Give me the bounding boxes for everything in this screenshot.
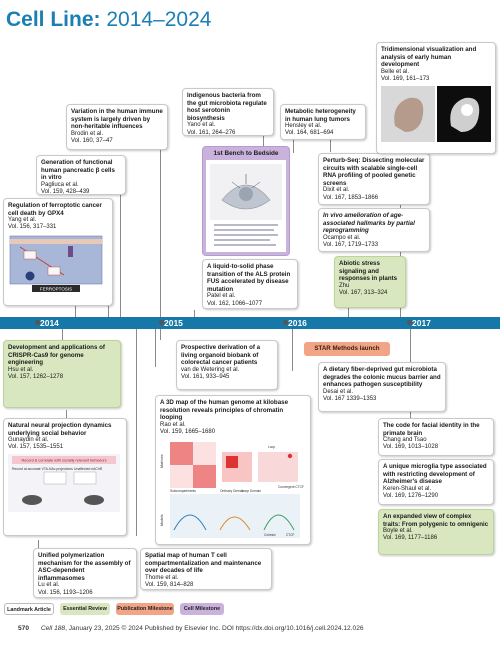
review-card-crispr[interactable] — [3, 340, 121, 408]
article-ref: Vol. 157, 1262–1278 — [8, 374, 64, 380]
year-2016: 2016 — [288, 318, 307, 328]
connector — [194, 310, 195, 317]
figure-label: Unaffected nAChR — [74, 466, 103, 471]
article-ref: Vol. 169, 1276–1290 — [383, 493, 439, 499]
article-card-perturb-seq[interactable] — [318, 153, 430, 205]
article-ref: Vol. 169, 1013–1028 — [383, 444, 439, 451]
article-authors: Zhu — [339, 282, 350, 289]
connector — [160, 329, 161, 340]
article-ref: Vol. 167, 313–324 — [339, 290, 388, 296]
figure-label: Loop — [268, 445, 276, 450]
article-ref: Vol. 167, 1853–1866 — [323, 194, 379, 201]
article-authors: Hsu et al. — [8, 366, 34, 373]
article-card-beta-cells[interactable] — [36, 155, 126, 195]
article-card-lung-tumors[interactable] — [280, 104, 366, 140]
article-card-human-development[interactable] — [376, 42, 496, 154]
figure-label: Cohesin — [264, 533, 276, 538]
article-title: Spatial map of human T cell compartmentalization and maintenance over decades of life — [145, 552, 262, 575]
page-number: 570 — [18, 625, 30, 632]
star-methods-milestone[interactable]: STAR Methods launch — [304, 342, 390, 356]
figure-label: Subcompartments — [170, 489, 196, 494]
title-bold: Cell Line: — [6, 8, 101, 31]
timeline-dot — [283, 320, 288, 325]
article-card-fus-phase[interactable] — [202, 259, 298, 309]
embryo-images — [381, 86, 491, 142]
ferroptosis-figure — [8, 234, 108, 294]
article-card-gpx4[interactable] — [3, 198, 113, 306]
article-title: A liquid-to-solid phase transition of the ALS protein FUS accelerated by disease mutation — [207, 263, 291, 293]
article-ref: Vol. 162, 1066–1077 — [207, 300, 263, 307]
article-title: The code for facial identity in the primate brain — [383, 422, 480, 437]
timeline-dot — [159, 320, 164, 325]
legend-essential-review: Essential Review — [60, 603, 110, 615]
article-authors: van de Wetering et al. — [181, 366, 240, 373]
article-ref: Vol. 160, 37–47 — [71, 138, 113, 144]
article-title: Natural neural projection dynamics underlying social behavior — [8, 422, 112, 437]
review-card-omnigenic[interactable] — [378, 509, 494, 555]
article-ref: Vol. 157, 1535–1551 — [8, 444, 64, 451]
connector — [136, 329, 137, 536]
figure-label: Loop Domain — [242, 489, 261, 494]
year-2017: 2017 — [412, 318, 431, 328]
genome-figure — [160, 438, 306, 542]
milestone-heading: 1st Bench to Bedside — [213, 150, 279, 157]
article-title: Variation in the human immune system is largely driven by non-heritable influences — [71, 108, 163, 131]
figure-label: Ordinary Domain — [220, 489, 245, 494]
title-years: 2014–2024 — [106, 8, 212, 31]
legend-landmark-article: Landmark Article — [4, 603, 54, 615]
article-ref: Vol. 156, 1193–1206 — [38, 589, 93, 596]
figure-label: Matrices — [160, 454, 164, 469]
article-title: Metabolic heterogeneity in human lung tumors — [285, 108, 356, 123]
article-card-immune-variation[interactable] — [66, 104, 168, 150]
figure-label: Models — [160, 514, 164, 527]
article-authors: Desai et al. — [323, 388, 354, 395]
ferroptosis-label: FERROPTOSIS — [39, 286, 73, 292]
article-ref: Vol. 156, 317–331 — [8, 224, 57, 231]
year-2014: 2014 — [40, 318, 59, 328]
figure-label: CTCF — [286, 533, 295, 538]
article-authors: Pagliuca et al. — [41, 181, 79, 188]
article-title: An expanded view of complex traits: From polygenic to omnigenic — [383, 513, 489, 528]
article-card-microglia[interactable] — [378, 459, 494, 505]
journal-name: Cell — [40, 625, 53, 632]
article-ref: Vol. 167 1339–1353 — [323, 396, 377, 402]
article-title: Abiotic stress signaling and responses in plants — [339, 260, 398, 283]
connector — [155, 329, 156, 367]
connector — [62, 329, 63, 340]
article-ref: Vol. 159, 428–439 — [41, 189, 90, 195]
timeline-dot — [407, 320, 412, 325]
article-ref: Vol. 159, 814–828 — [145, 582, 194, 588]
article-authors: Thome et al. — [145, 574, 179, 581]
article-title: Indigenous bacteria from the gut microbiota regulate host serotonin biosynthesis — [187, 92, 267, 122]
page-title — [6, 8, 211, 32]
article-ref: Vol. 167, 1719–1733 — [323, 242, 379, 248]
article-authors: Lu et al. — [38, 582, 60, 589]
article-authors: Patel et al. — [207, 293, 236, 300]
article-card-neural-projection[interactable] — [3, 418, 127, 536]
article-card-facial-identity[interactable] — [378, 418, 494, 456]
article-authors: Chang and Tsao — [383, 437, 427, 444]
article-authors: Gunaydin et al. — [8, 437, 49, 444]
article-card-3d-genome[interactable] — [155, 395, 311, 545]
bench-to-bedside-milestone[interactable] — [202, 146, 290, 256]
article-authors: Yano et al. — [187, 122, 216, 129]
article-authors: Boyle et al. — [383, 528, 413, 535]
article-card-gut-serotonin[interactable] — [182, 88, 274, 136]
article-title: Tridimensional visualization and analysis of early human development — [381, 46, 477, 69]
article-card-organoid-biobank[interactable] — [176, 340, 278, 390]
article-ref: Vol. 159, 1665–1680 — [160, 429, 216, 435]
connector — [38, 540, 39, 548]
article-title: A dietary fiber-deprived gut microbiota degrades the colonic mucus barrier and enhances pathogen susceptibility — [323, 366, 441, 389]
article-title: Development and applications of CRISPR-Cas9 for genome engineering — [8, 344, 105, 367]
figure-label: Record at accurate VTA-NAc projections — [12, 466, 73, 471]
article-title: A unique microglia type associated with restricting development of Alzheimer's disease — [383, 463, 487, 486]
article-title: Generation of functional human pancreatic β cells in vitro — [41, 159, 115, 182]
article-ref: Vol. 169, 1177–1186 — [383, 535, 438, 542]
article-card-fiber-microbiota[interactable] — [318, 362, 446, 412]
article-card-inflammasomes[interactable] — [33, 548, 137, 598]
article-ref: Vol. 164, 681–694 — [285, 130, 334, 137]
article-authors: Belle et al. — [381, 68, 410, 75]
article-card-t-cell-map[interactable] — [140, 548, 272, 590]
figure-label: Record & correlate with socially relevant behaviors — [21, 458, 107, 463]
article-ref: Vol. 161, 264–276 — [187, 129, 236, 136]
legend-publication-milestone: Publication Milestone — [116, 603, 174, 615]
connector — [292, 329, 293, 371]
article-card-reprogramming[interactable] — [318, 208, 430, 252]
legend-cell-milestone: Cell Milestone — [180, 603, 224, 615]
article-authors: Dixit et al. — [323, 187, 350, 194]
connector — [160, 150, 161, 317]
journal-volume: 188 — [54, 625, 66, 632]
page-footer — [18, 625, 364, 632]
article-title: In vivo amelioration of age-associated hallmarks by partial reprogramming — [323, 212, 415, 235]
article-authors: Hensley et al. — [285, 123, 322, 130]
article-authors: Keren-Shaul et al. — [383, 485, 432, 492]
article-title: A 3D map of the human genome at kilobase resolution reveals principles of chromatin looping — [160, 399, 289, 422]
article-ref: Vol. 161, 933–945 — [181, 374, 230, 380]
figure-label: Convergent CTCF — [278, 485, 304, 490]
article-title: Regulation of ferroptotic cancer cell death by GPX4 — [8, 202, 102, 217]
article-authors: Rao et al. — [160, 421, 186, 428]
neural-figure — [8, 454, 120, 512]
article-authors: Yang et al. — [8, 217, 37, 224]
article-title: Perturb-Seq: Dissecting molecular circuits with scalable single-cell RNA profiling of pooled genetic screens — [323, 157, 425, 187]
article-title: Prospective derivation of a living organoid biobank of colorectal cancer patients — [181, 344, 261, 367]
year-2015: 2015 — [164, 318, 183, 328]
footer-citation: , January 23, 2025 © 2024 Published by Elsevier Inc. DOI https://dx.doi.org/10.1016/j.cell.2024.12.026 — [65, 625, 364, 632]
timeline-dot — [35, 320, 40, 325]
article-ref: Vol. 169, 161–173 — [381, 76, 430, 82]
article-authors: Ocampo et al. — [323, 234, 361, 241]
bench-to-bedside-figure — [206, 160, 286, 252]
review-card-plant-stress[interactable] — [334, 256, 406, 308]
article-authors: Brodin et al. — [71, 130, 104, 137]
article-title: Unified polymerization mechanism for the assembly of ASC-dependent inflammasomes — [38, 552, 131, 582]
connector — [330, 140, 331, 152]
